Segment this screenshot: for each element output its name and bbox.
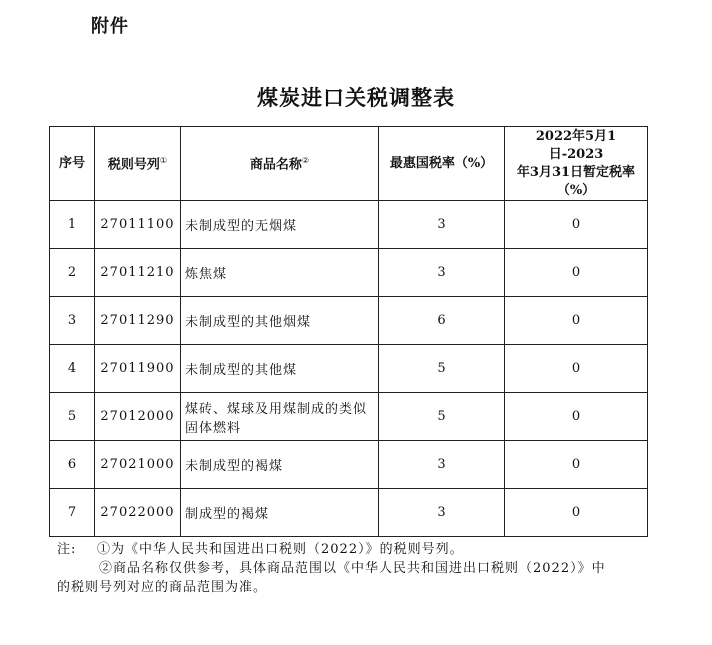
row-mfn-rate: 5 xyxy=(379,393,505,441)
header-name-label: 商品名称 xyxy=(249,157,302,173)
tariff-table xyxy=(49,126,648,537)
row-temp-rate: 0 xyxy=(505,393,648,441)
row-mfn-rate: 5 xyxy=(379,345,505,393)
row-mfn-rate: 3 xyxy=(379,201,505,249)
note-2-line-1: ②商品名称仅供参考，具体商品范围以《中华人民共和国进出口税则（2022）》中 xyxy=(99,561,606,576)
table-header-row xyxy=(50,127,648,201)
row-temp-rate: 0 xyxy=(505,489,648,537)
header-code xyxy=(95,127,181,201)
row-name: 制成型的褐煤 xyxy=(181,489,379,537)
row-name: 未制成型的褐煤 xyxy=(181,441,379,489)
header-code-footnote: ① xyxy=(159,156,168,166)
row-temp-rate: 0 xyxy=(505,249,648,297)
row-code: 27011290 xyxy=(95,297,181,345)
row-code: 27012000 xyxy=(95,393,181,441)
row-mfn-rate: 3 xyxy=(379,441,505,489)
table-row xyxy=(50,441,648,489)
table-row xyxy=(50,297,648,345)
row-no: 2 xyxy=(50,249,95,297)
header-temp-line2: 年3月31日暂定税率 xyxy=(516,164,636,180)
row-code: 27022000 xyxy=(95,489,181,537)
notes-label: 注: xyxy=(57,542,77,557)
row-name: 未制成型的其他烟煤 xyxy=(181,297,379,345)
row-mfn-rate: 3 xyxy=(379,489,505,537)
header-temp-rate xyxy=(505,127,648,201)
header-temp-line3: （%） xyxy=(556,182,596,198)
row-no: 4 xyxy=(50,345,95,393)
header-no: 序号 xyxy=(50,127,95,201)
row-mfn-rate: 6 xyxy=(379,297,505,345)
note-2-line-2: 的税则号列对应的商品范围为准。 xyxy=(57,580,268,595)
footnotes xyxy=(57,540,657,597)
row-code: 27021000 xyxy=(95,441,181,489)
note-1-text: ①为《中华人民共和国进出口税则（2022）》的税则号列。 xyxy=(97,542,464,557)
row-temp-rate: 0 xyxy=(505,345,648,393)
row-no: 1 xyxy=(50,201,95,249)
table-row xyxy=(50,345,648,393)
row-temp-rate: 0 xyxy=(505,201,648,249)
table-row xyxy=(50,489,648,537)
row-name: 炼焦煤 xyxy=(181,249,379,297)
row-no: 3 xyxy=(50,297,95,345)
row-code: 27011900 xyxy=(95,345,181,393)
table-row xyxy=(50,393,648,441)
page-title: 煤炭进口关税调整表 xyxy=(257,86,455,110)
row-temp-rate: 0 xyxy=(505,297,648,345)
row-name: 未制成型的无烟煤 xyxy=(181,201,379,249)
table-row xyxy=(50,249,648,297)
table-row xyxy=(50,201,648,249)
row-no: 7 xyxy=(50,489,95,537)
row-no: 6 xyxy=(50,441,95,489)
row-code: 27011100 xyxy=(95,201,181,249)
header-name xyxy=(181,127,379,201)
row-name: 未制成型的其他煤 xyxy=(181,345,379,393)
row-temp-rate: 0 xyxy=(505,441,648,489)
header-code-label: 税则号列 xyxy=(107,157,160,173)
note-1 xyxy=(57,540,657,559)
header-name-footnote: ② xyxy=(301,156,310,166)
header-mfn-rate: 最惠国税率（%） xyxy=(379,127,505,201)
row-code: 27011210 xyxy=(95,249,181,297)
row-mfn-rate: 3 xyxy=(379,249,505,297)
header-temp-line1: 2022年5月1日-2023 xyxy=(535,128,617,162)
row-no: 5 xyxy=(50,393,95,441)
row-name: 煤砖、煤球及用煤制成的类似固体燃料 xyxy=(181,393,379,441)
attachment-label: 附件 xyxy=(91,16,129,37)
